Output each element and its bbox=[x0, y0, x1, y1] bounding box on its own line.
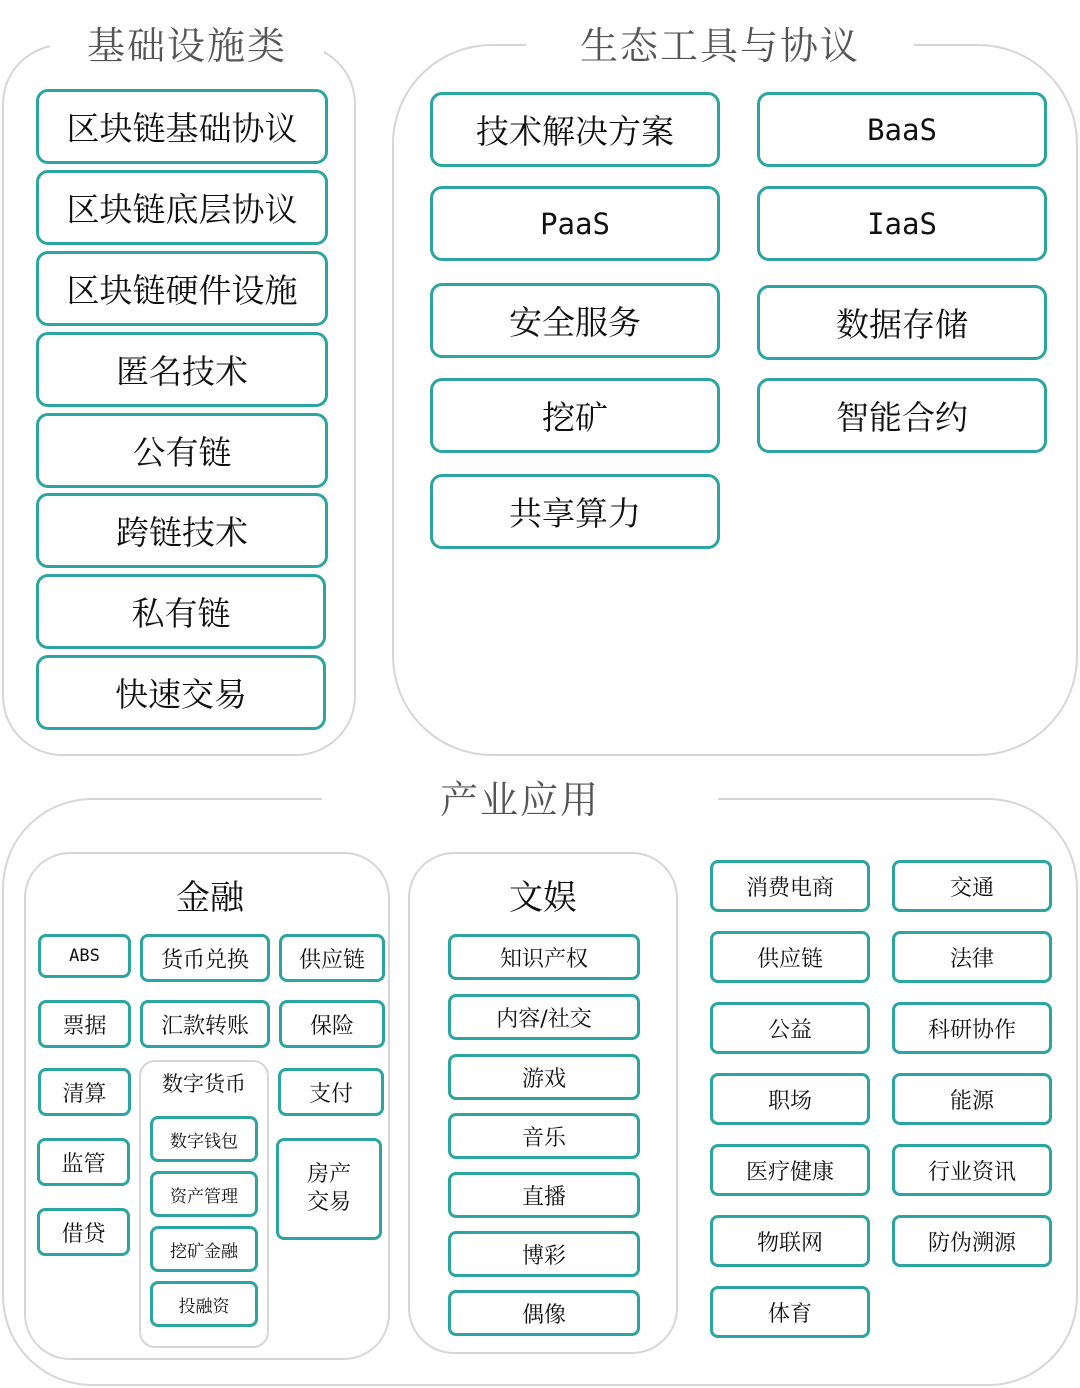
digital-currency-item: 数字钱包 bbox=[150, 1116, 258, 1162]
finance-item: 货币兑换 bbox=[140, 934, 270, 982]
industry-item: 公益 bbox=[710, 1002, 870, 1054]
digital-currency-item: 挖矿金融 bbox=[150, 1226, 258, 1272]
entertainment-item: 博彩 bbox=[448, 1231, 640, 1277]
industry-item: 防伪溯源 bbox=[892, 1215, 1052, 1267]
finance-item: 票据 bbox=[38, 1000, 131, 1048]
infra-item: 私有链 bbox=[36, 574, 326, 649]
industry-item: 法律 bbox=[892, 931, 1052, 983]
entertainment-item: 偶像 bbox=[448, 1290, 640, 1336]
eco-item: 安全服务 bbox=[430, 283, 720, 358]
entertainment-title: 文娱 bbox=[509, 878, 577, 918]
infra-item: 公有链 bbox=[36, 413, 328, 488]
entertainment-item: 内容/社交 bbox=[448, 994, 640, 1040]
digital-currency-item: 投融资 bbox=[150, 1281, 258, 1327]
eco-item: BaaS bbox=[757, 92, 1047, 167]
finance-item: ABS bbox=[38, 934, 131, 978]
industry-item: 供应链 bbox=[710, 931, 870, 983]
industry-item: 能源 bbox=[892, 1073, 1052, 1125]
finance-item: 支付 bbox=[278, 1068, 384, 1116]
finance-item: 房产 交易 bbox=[276, 1138, 382, 1240]
finance-item: 清算 bbox=[38, 1068, 131, 1116]
industry-item: 物联网 bbox=[710, 1215, 870, 1267]
eco-item: PaaS bbox=[430, 186, 720, 261]
digital-currency-title: 数字货币 bbox=[162, 1072, 246, 1096]
eco-item: 数据存储 bbox=[757, 285, 1047, 360]
industry-title: 产业应用 bbox=[322, 778, 718, 822]
infra-item: 快速交易 bbox=[36, 655, 326, 730]
industry-item: 体育 bbox=[710, 1286, 870, 1338]
entertainment-panel bbox=[408, 852, 678, 1354]
industry-item: 职场 bbox=[710, 1073, 870, 1125]
infra-item: 区块链硬件设施 bbox=[36, 251, 328, 326]
eco-item: 智能合约 bbox=[757, 378, 1047, 453]
finance-item: 汇款转账 bbox=[140, 1000, 270, 1048]
infra-item: 区块链底层协议 bbox=[36, 170, 328, 245]
entertainment-item: 游戏 bbox=[448, 1054, 640, 1100]
infrastructure-title: 基础设施类 bbox=[50, 24, 324, 68]
infra-item: 区块链基础协议 bbox=[36, 89, 328, 164]
entertainment-item: 直播 bbox=[448, 1172, 640, 1218]
eco-item: 挖矿 bbox=[430, 378, 720, 453]
finance-title: 金融 bbox=[176, 878, 244, 918]
entertainment-item: 音乐 bbox=[448, 1113, 640, 1159]
eco-item: 技术解决方案 bbox=[430, 92, 720, 167]
infra-item: 匿名技术 bbox=[36, 332, 328, 407]
ecosystem-title: 生态工具与协议 bbox=[526, 24, 914, 68]
digital-currency-item: 资产管理 bbox=[150, 1171, 258, 1217]
industry-item: 行业资讯 bbox=[892, 1144, 1052, 1196]
industry-item: 科研协作 bbox=[892, 1002, 1052, 1054]
industry-item: 消费电商 bbox=[710, 860, 870, 912]
industry-item: 交通 bbox=[892, 860, 1052, 912]
eco-item: IaaS bbox=[757, 186, 1047, 261]
finance-item: 保险 bbox=[279, 1000, 385, 1048]
entertainment-item: 知识产权 bbox=[448, 934, 640, 980]
eco-item: 共享算力 bbox=[430, 474, 720, 549]
finance-item: 供应链 bbox=[279, 934, 385, 982]
infra-item: 跨链技术 bbox=[36, 493, 328, 568]
finance-item: 借贷 bbox=[37, 1208, 130, 1256]
finance-item: 监管 bbox=[37, 1138, 130, 1186]
industry-item: 医疗健康 bbox=[710, 1144, 870, 1196]
